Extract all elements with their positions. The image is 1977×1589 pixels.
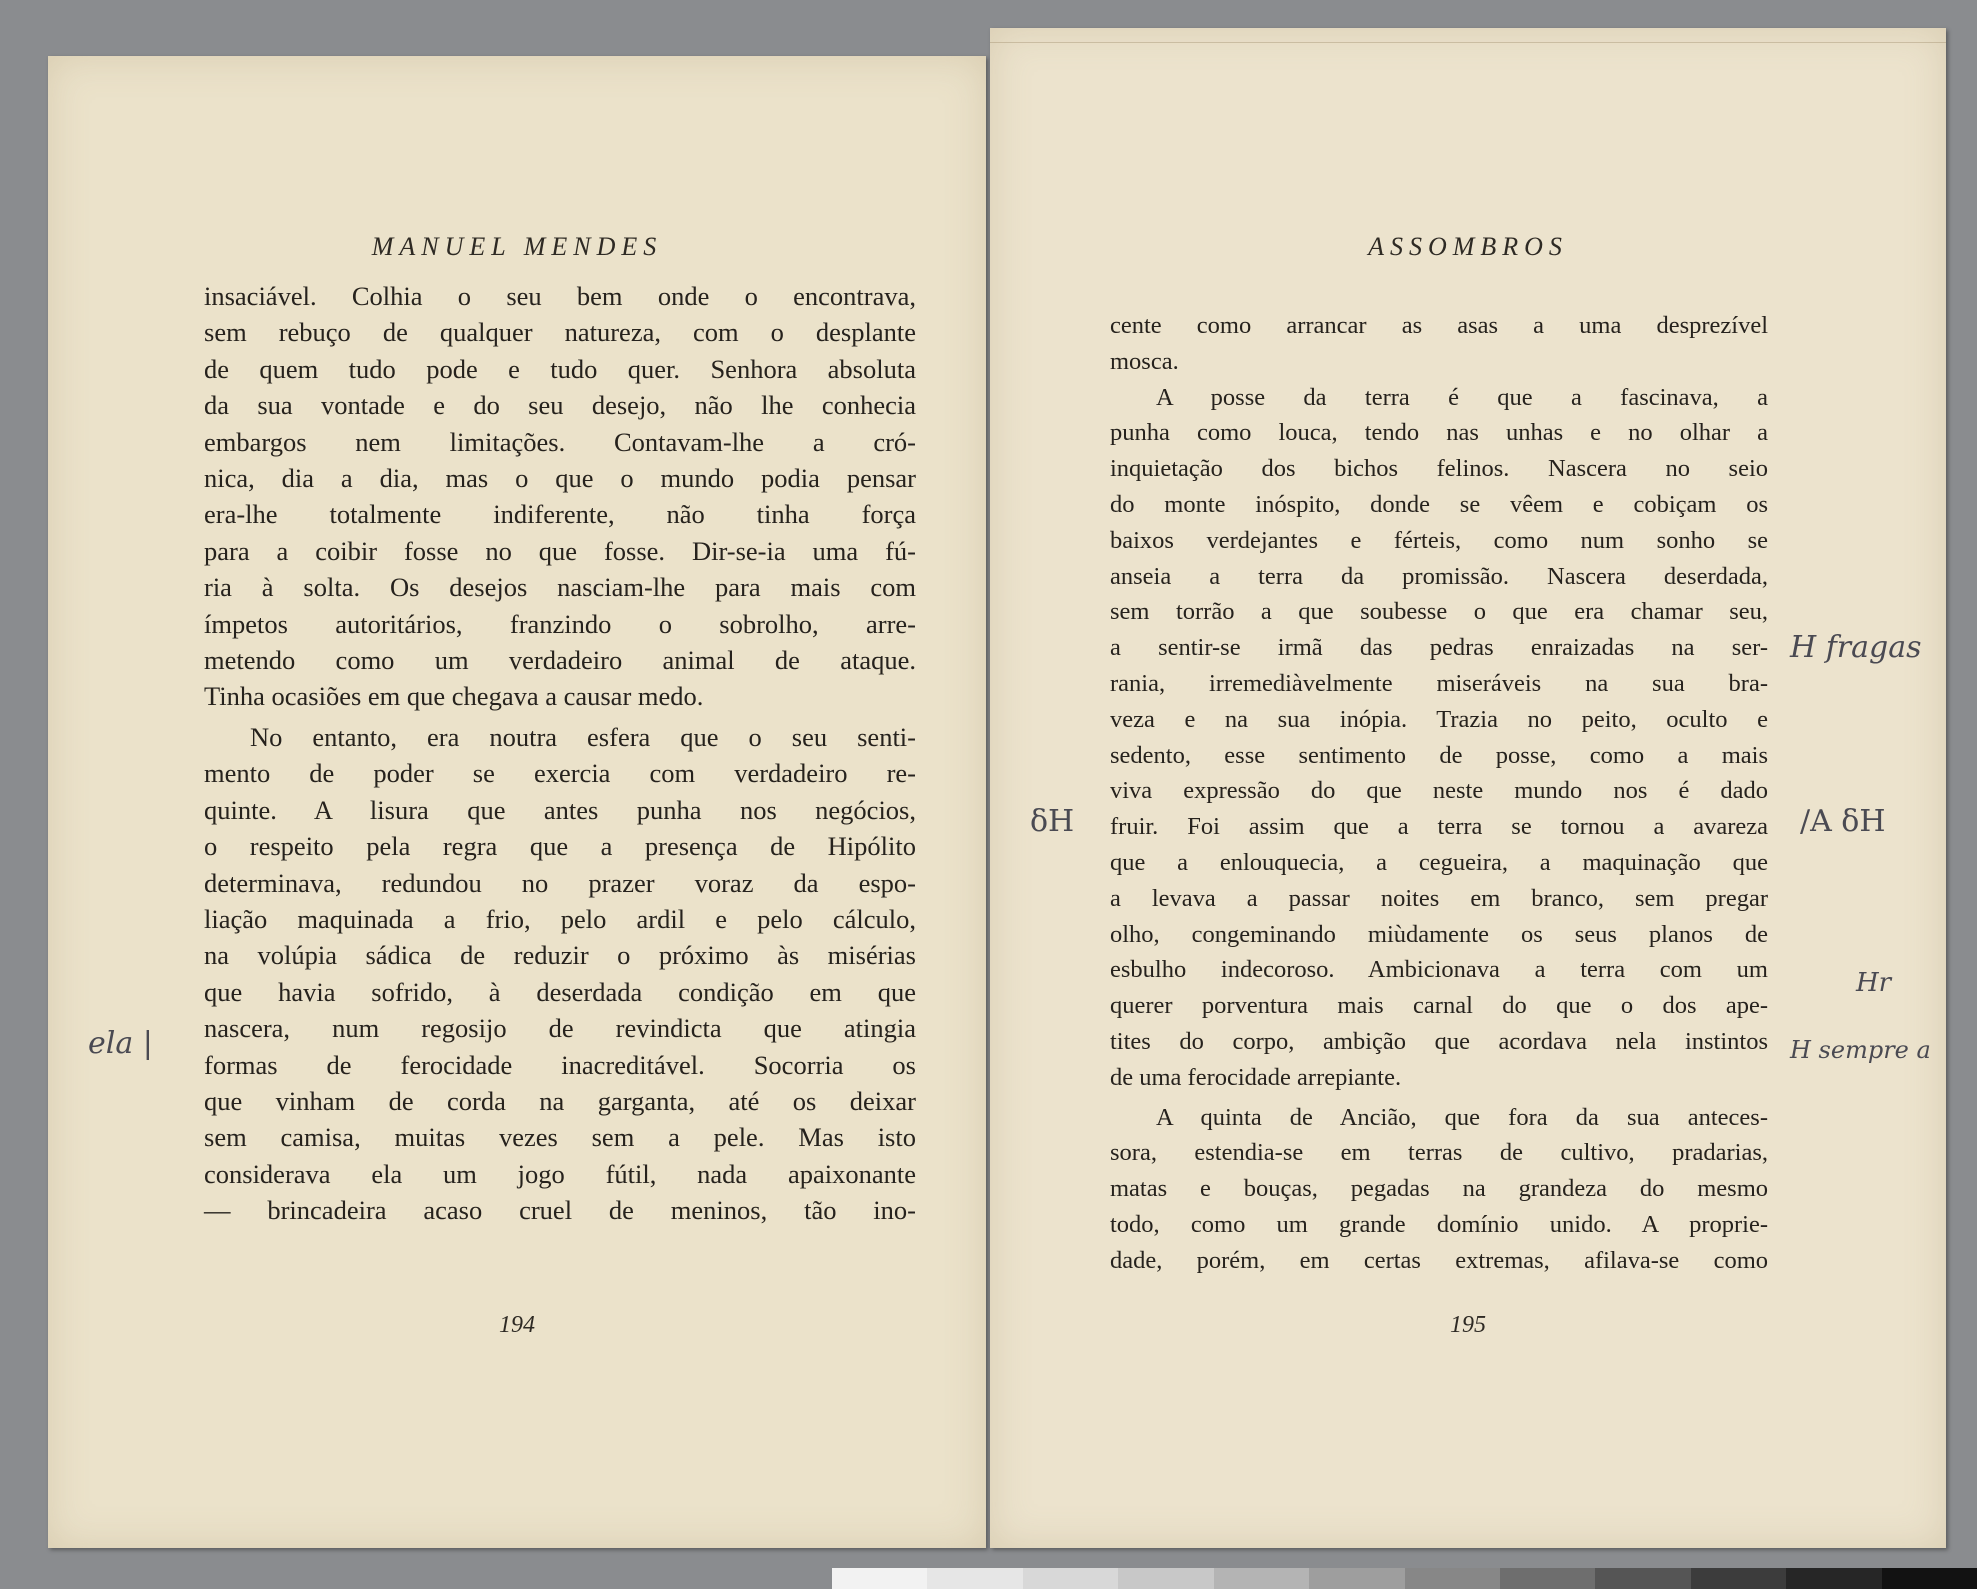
text-line: cente como arrancar as asas a uma desprezível [1110,312,1768,339]
text-line: metendo como um verdadeiro animal de ataque. [204,645,916,676]
text-line: punha como louca, tendo nas unhas e no olhar a [1110,419,1768,447]
text-line: de uma ferocidade arrepiante. [1110,1063,1402,1091]
running-head-left: MANUEL MENDES [371,232,663,261]
text-line: A quinta de Ancião, que fora da sua anteces- [1156,1103,1768,1131]
text-line: tites do corpo, ambição que acordava nela instintos [1110,1027,1768,1055]
text-line: baixos verdejantes e férteis, como num sonho se [1110,526,1768,554]
text-line: o respeito pela regra que a presença de Hipólito [204,831,916,862]
right-page [990,28,1946,1548]
text-line: querer porventura mais carnal do que o dos ape- [1110,992,1768,1020]
text-line: formas de ferocidade inacreditável. Socorria os [204,1049,916,1080]
text-line: todo, como um grande domínio unido. A proprie- [1110,1210,1768,1238]
text-line: na volúpia sádica de reduzir o próximo às misérias [204,940,916,971]
text-line: sem rebuço de qualquer natureza, com o desplante [204,317,916,348]
text-line: de quem tudo pode e tudo quer. Senhora absoluta [204,353,916,384]
text-line: a levava a passar noites em branco, sem pregar [1110,884,1768,912]
margin-note-hr: Hr [1856,968,1892,998]
text-line: nica, dia a dia, mas o que o mundo podia pensar [204,463,916,494]
left-text-block [204,278,916,1229]
text-line: Tinha ocasiões em que chegava a causar medo. [204,681,704,712]
text-line: olho, congeminando miùdamente os seus planos de [1110,920,1768,948]
text-line: A posse da terra é que a fascinava, a [1156,383,1768,411]
text-line: insaciável. Colhia o seu bem onde o encontrava, [204,281,916,311]
text-line: considerava ela um jogo fútil, nada apaixonante [204,1158,916,1189]
margin-note-delta-h-left: δH [1030,804,1075,839]
text-line: mento de poder se exercia com verdadeiro re- [204,758,916,789]
text-line: sora, estendia-se em terras de cultivo, pradarias, [1110,1139,1768,1167]
right-text-block [1110,308,1768,1279]
text-line: que a enlouquecia, a cegueira, a maquinação que [1110,848,1768,876]
text-line: que havia sofrido, à deserdada condição em que [204,976,916,1007]
margin-note-a-delta-h: /A δH [1800,804,1886,839]
text-line: sedento, esse sentimento de posse, como a mais [1110,741,1768,769]
text-line: nascera, num regosijo de revindicta que atingia [204,1013,916,1044]
text-line: a sentir-se irmã das pedras enraizadas na ser- [1110,634,1768,662]
text-line: liação maquinada a frio, pelo ardil e pelo cálculo, [204,903,916,934]
text-line: matas e bouças, pegadas na grandeza do mesmo [1110,1175,1768,1203]
margin-note-fragas: H fragas [1790,630,1922,665]
text-line: embargos nem limitações. Contavam-lhe a cró- [204,426,916,457]
text-line: esbulho indecoroso. Ambicionava a terra com um [1110,956,1768,984]
left-page [48,56,986,1548]
text-line: mosca. [1110,347,1179,375]
text-line: fruir. Foi assim que a terra se tornou a avareza [1110,813,1768,841]
text-line: sem torrão a que soubesse o que era chamar seu, [1110,598,1768,626]
text-line: era-lhe totalmente indiferente, não tinha força [204,499,916,530]
text-line: inquietação dos bichos felinos. Nascera no seio [1110,455,1768,483]
text-line: No entanto, era noutra esfera que o seu senti- [250,721,916,752]
page-number-left: 194 [499,1312,535,1338]
text-line: que vinham de corda na garganta, até os deixar [204,1085,916,1116]
margin-note-sempre-a: H sempre a [1790,1036,1931,1064]
text-line: veza e na sua inópia. Trazia no peito, oculto e [1110,705,1768,733]
running-head-right: ASSOMBROS [1368,232,1568,261]
margin-note-ela: ela | [88,1026,153,1061]
text-line: sem camisa, muitas vezes sem a pele. Mas isto [204,1122,916,1153]
text-line: dade, porém, em certas extremas, afilava-se como [1110,1246,1768,1274]
page-number-right: 195 [1450,1312,1486,1338]
text-line: para a coibir fosse no que fosse. Dir-se-ia uma fú- [204,535,916,566]
text-line: determinava, redundou no prazer voraz da espo- [204,867,916,898]
color-calibration-strip [832,1568,1977,1589]
text-line: da sua vontade e do seu desejo, não lhe conhecia [204,390,916,421]
text-line: viva expressão do que neste mundo nos é dado [1110,777,1768,805]
text-line: anseia a terra da promissão. Nascera deserdada, [1110,562,1768,590]
text-line: — brincadeira acaso cruel de meninos, tão ino- [204,1195,916,1226]
text-line: rania, irremediàvelmente miseráveis na sua bra- [1110,669,1768,697]
text-line: do monte inóspito, donde se vêem e cobiçam os [1110,490,1768,518]
text-line: quinte. A lisura que antes punha nos negócios, [204,794,916,825]
text-line: ímpetos autoritários, franzindo o sobrolho, arre- [204,608,916,639]
text-line: ria à solta. Os desejos nasciam-lhe para mais com [204,572,916,603]
